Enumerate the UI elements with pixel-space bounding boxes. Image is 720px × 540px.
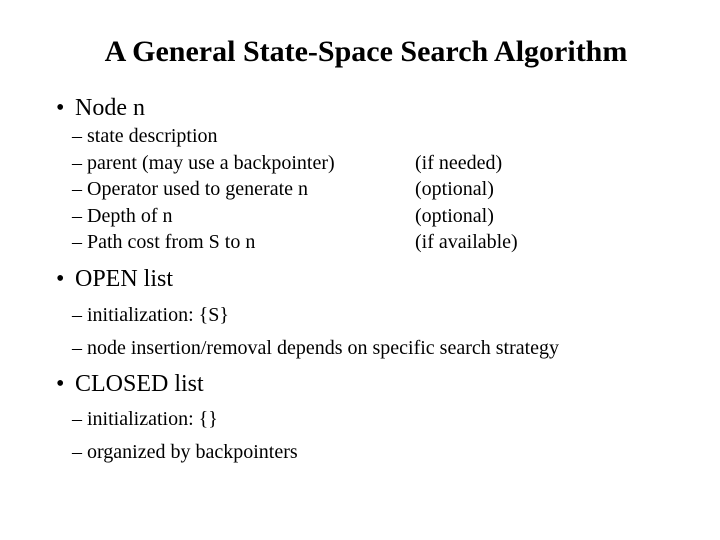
bullet-marker: •	[56, 266, 65, 292]
bullet-node-n	[56, 94, 145, 122]
sub-marker: –	[72, 408, 82, 430]
bullet-marker: •	[56, 371, 65, 397]
sub-item-text: node insertion/removal depends on specific search strategy	[87, 337, 560, 359]
sub-marker: –	[72, 125, 82, 147]
bullet-heading: OPEN list	[75, 266, 174, 292]
sub-item-text: organized by backpointers	[87, 441, 298, 463]
sub-marker: –	[72, 205, 82, 227]
sub-item-text: Operator used to generate n	[87, 178, 309, 200]
sub-item-depth	[72, 204, 173, 228]
sub-item-text: Depth of n	[87, 205, 173, 227]
sub-item-text: parent (may use a backpointer)	[87, 152, 335, 174]
sub-item-path-cost	[72, 230, 255, 254]
sub-marker: –	[72, 337, 82, 359]
sub-marker: –	[72, 304, 82, 326]
sub-marker: –	[72, 441, 82, 463]
slide-title: A General State-Space Search Algorithm	[104, 35, 628, 68]
sub-item-operator	[72, 177, 308, 201]
sub-item-organized-by-backpointers	[72, 440, 298, 464]
bullet-open-list	[56, 265, 173, 293]
sub-item-node-insertion	[72, 336, 559, 360]
sub-marker: –	[72, 231, 82, 253]
sub-item-text: initialization: {}	[87, 408, 218, 430]
note-optional-operator: (optional)	[415, 178, 494, 200]
sub-item-text: state description	[87, 125, 218, 147]
sub-item-text: Path cost from S to n	[87, 231, 256, 253]
sub-item-open-initialization	[72, 303, 229, 327]
sub-item-closed-initialization	[72, 407, 218, 431]
sub-marker: –	[72, 152, 82, 174]
sub-item-parent	[72, 151, 335, 175]
sub-item-text: initialization: {S}	[87, 304, 229, 326]
bullet-heading: CLOSED list	[75, 371, 204, 397]
note-if-available: (if available)	[415, 231, 518, 253]
sub-item-state-description	[72, 124, 218, 148]
sub-marker: –	[72, 178, 82, 200]
note-optional-depth: (optional)	[415, 205, 494, 227]
bullet-heading: Node n	[75, 95, 145, 121]
bullet-marker: •	[56, 95, 65, 121]
note-if-needed: (if needed)	[415, 152, 503, 174]
bullet-closed-list	[56, 370, 204, 398]
